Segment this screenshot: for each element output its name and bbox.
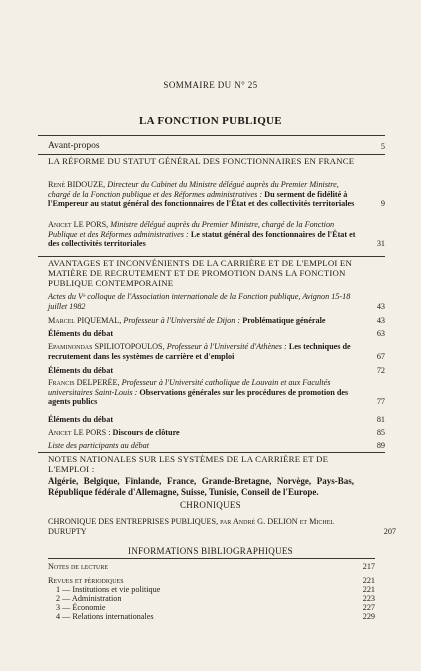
toc-entry-bidouze — [48, 180, 385, 209]
page-number: 89 — [376, 441, 385, 450]
page-number: 63 — [376, 329, 385, 338]
country-list: Algérie, Belgique, Finlande, France, Grande-Bretagne, Norvège, Pays-Bas, République fédérale d'Allemagne, Suisse, Tunisie, Conseil de l'Europe. — [48, 476, 354, 497]
page-number: 217 — [362, 562, 375, 571]
page-number: 221 — [362, 585, 375, 594]
author-role: Directeur du Cabinet du Ministre délégué auprès du Premier Ministre, chargé de la Fonction publique et des Réformes administratives : — [48, 180, 339, 199]
article-title: Le statut général des fonctionnaires de l'État et des collectivités territoriales — [48, 229, 356, 249]
divider — [38, 256, 385, 257]
section-heading: LA RÉFORME DU STATUT GÉNÉRAL DES FONCTIONNAIRES EN FRANCE — [48, 156, 355, 166]
page-number: 67 — [376, 351, 385, 361]
author-name: Marcel PIQUEMAL, — [48, 316, 122, 325]
article-title: Observations générales sur les procédures de promotion des agents publics — [48, 387, 349, 407]
revue-item-label: 1 — Institutions et vie politique — [56, 585, 161, 594]
page-number: 72 — [376, 366, 385, 375]
page-number: 43 — [376, 316, 385, 325]
section-heading: NOTES NATIONALES SUR LES SYSTÈMES DE LA CARRIÈRE ET DE L'EMPLOI : — [48, 454, 329, 474]
toc-entry-chronique — [48, 517, 396, 536]
toc-entry-actes — [48, 292, 385, 311]
page-number: 5 — [380, 142, 385, 151]
article-title: Discours de clôture — [112, 428, 180, 437]
page-number: 81 — [376, 415, 385, 424]
page-number: 227 — [362, 603, 375, 612]
biblio-heading: INFORMATIONS BIBLIOGRAPHIQUES — [128, 546, 293, 556]
avant-propos-label: Avant-propos — [48, 141, 100, 151]
revue-item-label: 3 — Économie — [56, 603, 106, 612]
toc-entry-debat — [48, 329, 385, 339]
toc-entry-piquemal — [48, 316, 385, 326]
page-number: 77 — [376, 397, 385, 407]
notes-label: Notes de lecture — [48, 562, 109, 571]
debat-label: Éléments du débat — [48, 415, 114, 424]
avant-propos-entry — [48, 142, 385, 152]
page-number: 85 — [376, 428, 385, 437]
page-number: 9 — [380, 199, 385, 209]
author-name: Anicet LE PORS : — [48, 428, 111, 437]
author-role: Professeur à l'Université d'Athènes : — [166, 342, 287, 351]
section-heading: AVANTAGES ET INCONVÉNIENTS DE LA CARRIÈRE ET DE L'EMPLOI EN MATIÈRE DE RECRUTEMENT ET DE PROMOTION DANS LA FONCTION PUBLIQUE CONTEMPORAINE — [48, 258, 353, 288]
revues-label: Revues et périodiques — [48, 576, 124, 585]
actes-text: Actes du Vᵉ colloque de l'Association internationale de la Fonction publique, Avignon 15-18 juillet 1982 — [48, 292, 351, 311]
author-name: Anicet LE PORS, — [48, 220, 109, 229]
divider — [48, 558, 375, 559]
chroniques-heading: CHRONIQUES — [179, 500, 241, 510]
list-item — [48, 612, 375, 622]
author-name: René BIDOUZE, — [48, 180, 106, 189]
participants-label: Liste des participants au débat — [48, 441, 149, 450]
toc-entry-notes — [48, 562, 375, 572]
toc-entry-debat — [48, 366, 385, 376]
page-title: LA FONCTION PUBLIQUE — [139, 115, 282, 127]
page-number: 43 — [376, 301, 385, 311]
toc-entry-participants — [48, 441, 385, 451]
author-role: Professeur à l'Université catholique de Louvain et aux Facultés universitaires Saint-Louis : — [48, 378, 331, 397]
page-number: 207 — [383, 526, 396, 536]
revue-item-label: 4 — Relations internationales — [56, 612, 154, 621]
page-number: 229 — [362, 612, 375, 621]
author-role: Professeur à l'Université de Dijon : — [123, 316, 241, 325]
toc-entry-delperee — [48, 378, 385, 407]
page-number: 223 — [362, 594, 375, 603]
toc-entry-spiliotopoulos — [48, 342, 385, 361]
article-title: Problématique générale — [242, 316, 326, 325]
debat-label: Éléments du débat — [48, 366, 114, 375]
toc-entry-debat — [48, 415, 385, 425]
article-title: Du serment de fidélité à l'Empereur au statut général des fonctionnaires de l'État et des collectivités territoriales — [48, 189, 355, 209]
divider — [38, 154, 385, 155]
divider — [38, 452, 385, 453]
toc-entry-cloture — [48, 428, 385, 438]
author-name: Epaminondas SPILIOTOPOULOS, — [48, 342, 165, 351]
chronique-label: CHRONIQUE DES ENTREPRISES PUBLIQUES, par André G. DELION et Michel DURUPTY — [48, 517, 335, 536]
revue-item-label: 2 — Administration — [56, 594, 122, 603]
page-number: 31 — [376, 239, 385, 249]
toc-entry-le-pors — [48, 220, 385, 249]
divider — [38, 135, 385, 136]
article-title: Les techniques de recrutement dans les systèmes de carrière et d'emploi — [48, 342, 351, 361]
author-name: Francis DELPERÉE, — [48, 378, 120, 387]
page-number: 221 — [362, 576, 375, 585]
issue-heading: SOMMAIRE DU N° 25 — [163, 80, 258, 90]
author-role: Ministre délégué auprès du Premier Ministre, chargé de la Fonction Publique et des Réformes administratives : — [48, 220, 335, 239]
debat-label: Éléments du débat — [48, 329, 114, 338]
